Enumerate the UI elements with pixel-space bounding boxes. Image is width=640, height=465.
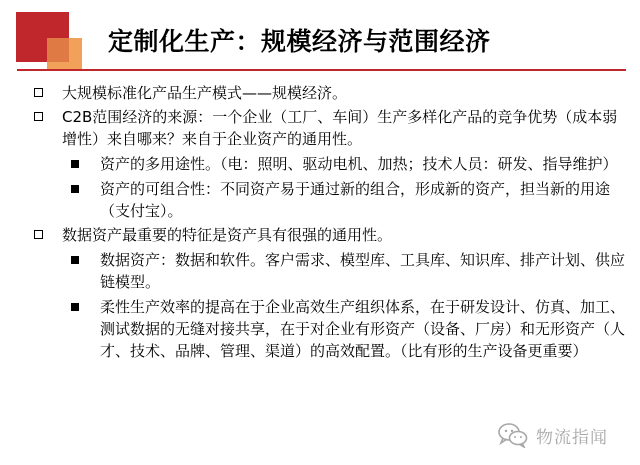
sub-bullet-item-1: 资产的多用途性。（电：照明、驱动电机、加热；技术人员：研发、指导维护） — [28, 153, 626, 175]
bullet-item-2: C2B范围经济的来源：一个企业（工厂、车间）生产多样化产品的竞争优势（成本弱增性）来自哪来？来自于企业资产的通用性。 — [28, 106, 626, 150]
sub-bullet-item-2: 资产的可组合性：不同资产易于通过新的组合，形成新的资产，担当新的用途（支付宝）。 — [28, 178, 626, 222]
sub-bullet-item-3: 数据资产：数据和软件。客户需求、模型库、工具库、知识库、排产计划、供应链模型。 — [28, 249, 626, 293]
watermark-text: 物流指闻 — [536, 427, 608, 448]
watermark — [498, 420, 608, 450]
title-divider — [17, 69, 626, 71]
logo-squares — [0, 0, 90, 80]
hollow-square-bullet — [34, 230, 43, 239]
filled-square-bullet — [71, 303, 79, 311]
sub-bullet-item-4: 柔性生产效率的提高在于企业高效生产组织体系，在于研发设计、仿真、加工、测试数据的无缝对接共享，在于对企业有形资产（设备、厂房）和无形资产（人才、技术、品牌、管理、渠道）的高效配置。（比有形的生产设备更重要） — [28, 296, 626, 362]
bullet-list — [28, 80, 626, 362]
slide-title: 定制化生产：规模经济与范围经济 — [108, 27, 491, 56]
filled-square-bullet — [71, 256, 79, 264]
filled-square-bullet — [71, 160, 79, 168]
hollow-square-bullet — [34, 112, 43, 121]
filled-square-bullet — [71, 185, 79, 193]
bullet-item-3: 数据资产最重要的特征是资产具有很强的通用性。 — [28, 224, 626, 246]
bullet-item-1: 大规模标准化产品生产模式——规模经济。 — [28, 82, 626, 104]
wechat-icon — [498, 422, 528, 448]
hollow-square-bullet — [34, 88, 43, 97]
